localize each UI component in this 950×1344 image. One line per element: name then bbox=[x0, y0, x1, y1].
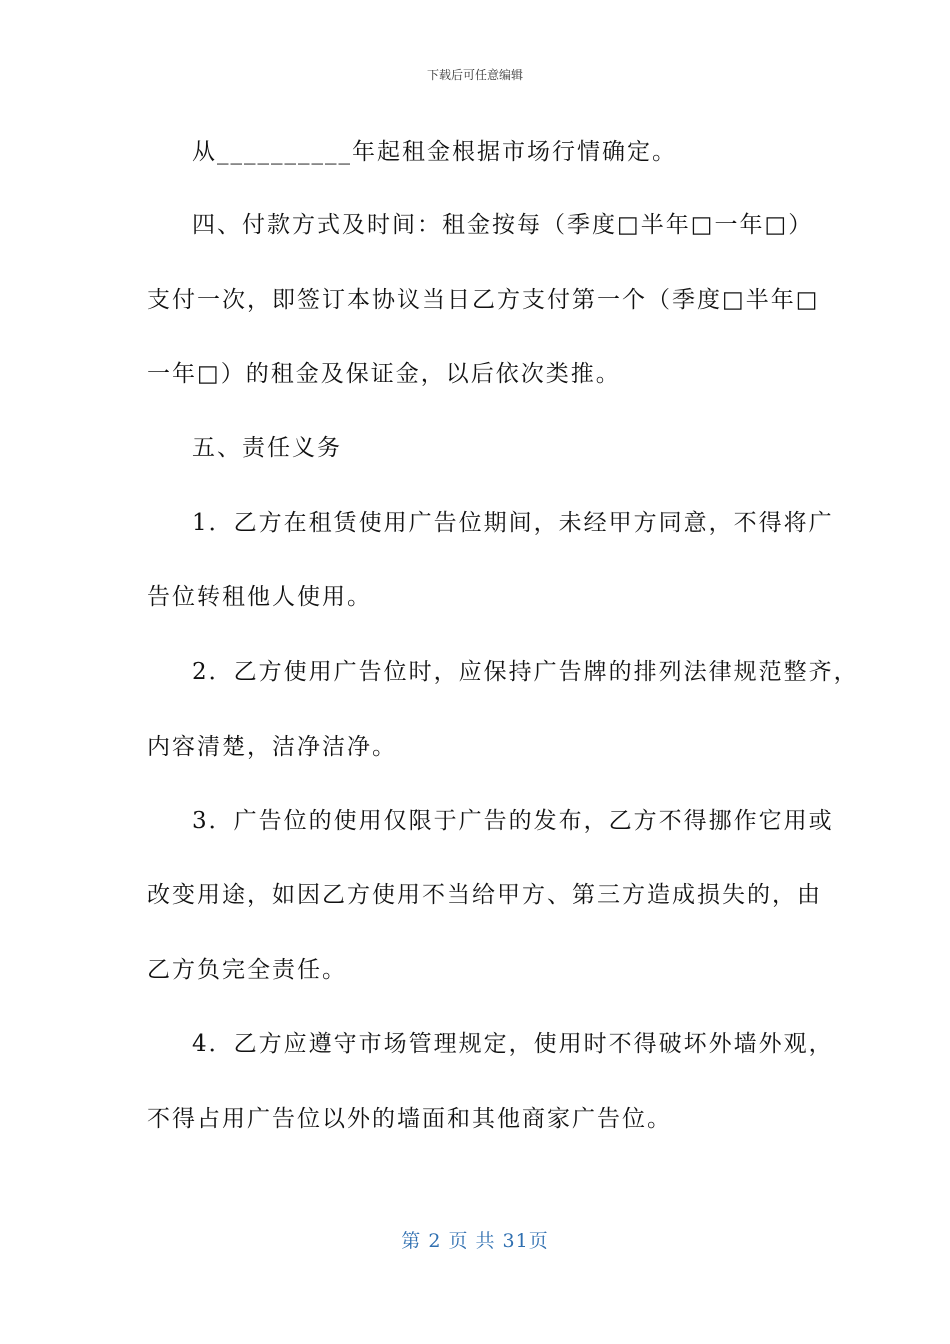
body-line-4: 一年□）的租金及保证金，以后依次类推。 bbox=[147, 361, 621, 387]
body-line-6: 1．乙方在租赁使用广告位期间，未经甲方同意，不得将广 bbox=[192, 510, 834, 536]
body-line-8: 2．乙方使用广告位时，应保持广告牌的排列法律规范整齐， bbox=[192, 659, 859, 685]
body-line-7: 告位转租他人使用。 bbox=[147, 584, 372, 610]
body-line-10: 3．广告位的使用仅限于广告的发布，乙方不得挪作它用或 bbox=[192, 808, 834, 834]
body-line-9: 内容清楚，洁净洁净。 bbox=[147, 734, 397, 760]
body-line-14: 不得占用广告位以外的墙面和其他商家广告位。 bbox=[147, 1106, 672, 1132]
page-header: 下载后可任意编辑 bbox=[426, 68, 523, 82]
page-number-footer: 第 2 页 共 31页 bbox=[401, 1230, 549, 1252]
section-heading: 五、责任义务 bbox=[192, 435, 342, 461]
body-line-3: 支付一次，即签订本协议当日乙方支付第一个（季度□半年□ bbox=[147, 287, 820, 313]
body-line-12: 乙方负完全责任。 bbox=[147, 957, 347, 983]
body-line-11: 改变用途，如因乙方使用不当给甲方、第三方造成损失的，由 bbox=[147, 882, 822, 908]
body-line-1: 从__________年起租金根据市场行情确定。 bbox=[192, 139, 677, 165]
body-line-2: 四、付款方式及时间：租金按每（季度□半年□一年□） bbox=[192, 212, 814, 238]
body-line-13: 4．乙方应遵守市场管理规定，使用时不得破坏外墙外观， bbox=[192, 1031, 834, 1057]
